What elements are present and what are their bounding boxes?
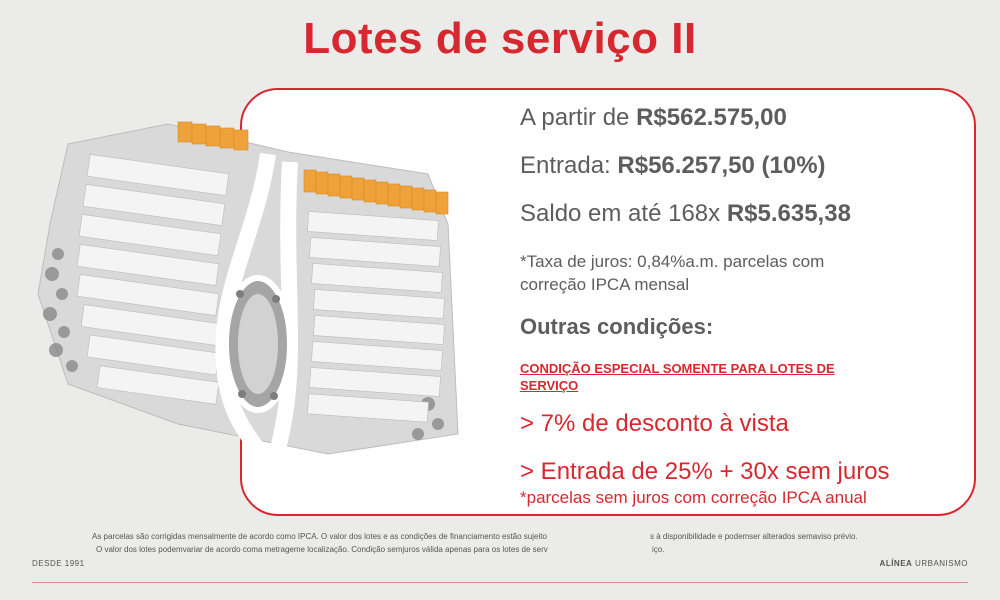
footer-disclaimer-2a: O valor dos lotes podemvariar de acordo coma metrageme localização. Condição semjuros válida apenas para os lotes de serv — [96, 545, 548, 554]
entry-value: R$56.257,50 (10%) — [617, 152, 826, 179]
entry-offer-note: *parcelas sem juros com correção IPCA anual — [520, 488, 867, 507]
other-conditions-heading: Outras condições: — [520, 314, 714, 339]
interest-note: *Taxa de juros: 0,84%a.m. parcelas com correção IPCA mensal — [520, 252, 825, 294]
balance — [520, 200, 851, 228]
entry-payment — [520, 152, 826, 180]
brand-logo — [880, 559, 968, 568]
footer-divider — [32, 582, 968, 583]
since-label: DESDE 1991 — [32, 559, 85, 568]
special-condition-link[interactable]: CONDIÇÃO ESPECIAL SOMENTE PARA LOTES DE SERVIÇO — [520, 361, 835, 393]
site-plan-drawing — [28, 104, 460, 464]
footer-disclaimer-2b: iço. — [652, 545, 665, 554]
price-from — [520, 104, 787, 132]
page-title: Lotes de serviço II — [303, 14, 697, 63]
entry-offer: > Entrada de 25% + 30x sem juros — [520, 458, 890, 485]
price-from-value: R$562.575,00 — [636, 104, 787, 131]
brand-bold: ALÍNEA — [879, 559, 913, 568]
cash-discount: > 7% de desconto à vista — [520, 410, 789, 437]
entry-label: Entrada: — [520, 152, 611, 179]
balance-value: R$5.635,38 — [726, 200, 851, 227]
site-plan-map — [28, 104, 460, 464]
balance-label: Saldo em até 168x — [520, 200, 721, 227]
brand-rest: URBANISMO — [912, 559, 968, 568]
price-from-label: A partir de — [520, 104, 630, 131]
footer-disclaimer-1a: As parcelas são corrigidas mensalmente de acordo como IPCA. O valor dos lotes e as condições de financiamento estão sujeito — [92, 532, 547, 541]
footer-disclaimer-1b: s à disponibilidade e podemser alterados semaviso prévio. — [650, 532, 858, 541]
